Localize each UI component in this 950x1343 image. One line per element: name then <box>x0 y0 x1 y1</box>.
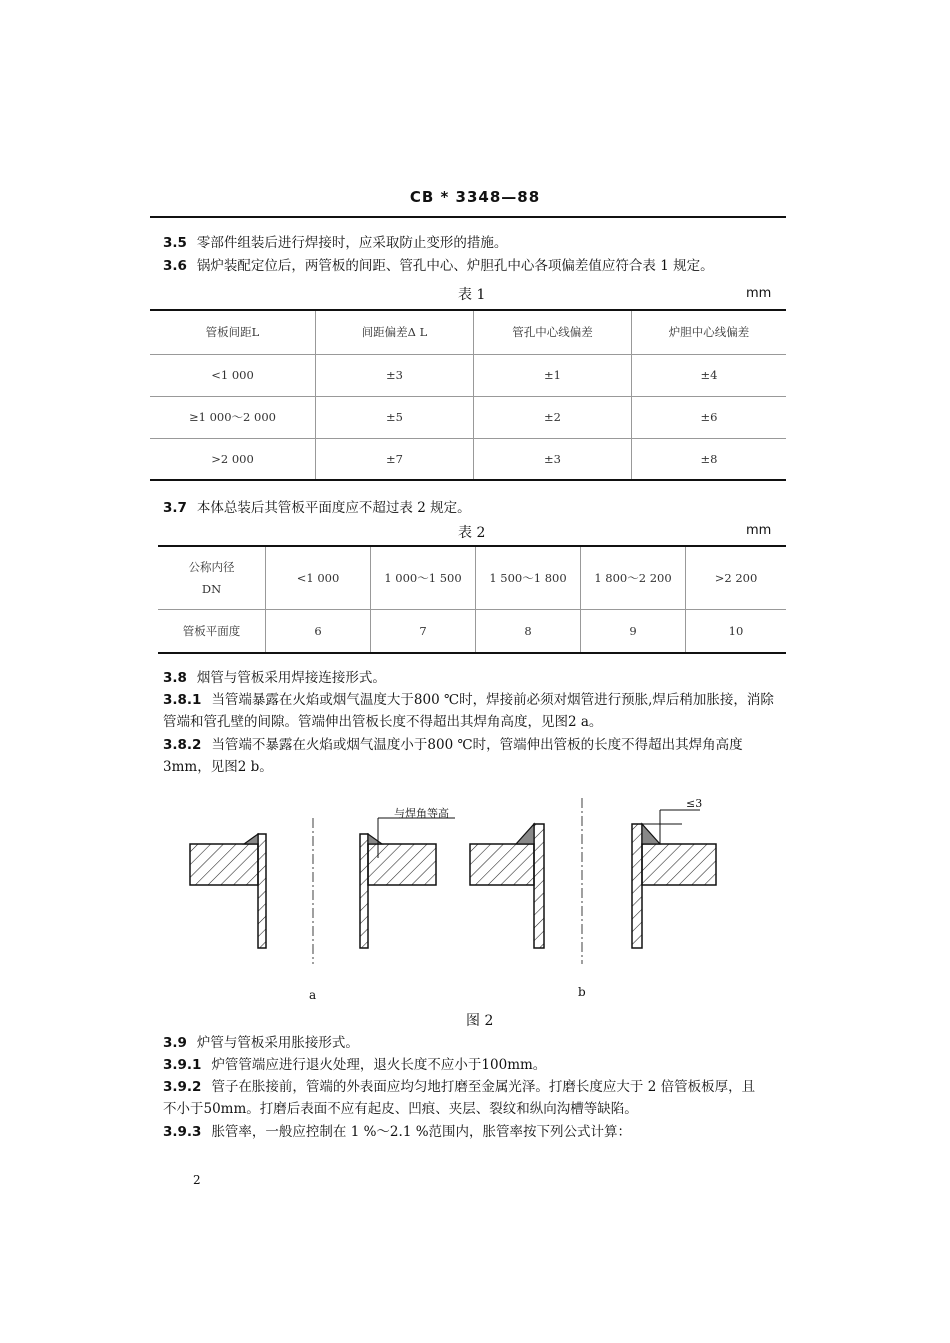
table2-label-line: 公称内径 <box>188 559 235 574</box>
figure-a-label: a <box>309 988 317 1002</box>
clause-3-7 <box>163 497 471 519</box>
table2-unit: mm <box>746 523 772 538</box>
table1-cell: ±8 <box>632 438 787 480</box>
clause-text: 锅炉装配定位后，两管板的间距、管孔中心、炉胆孔中心各项偏差值应符合表 1 规定。 <box>196 258 714 274</box>
clause-text: 烟管与管板采用焊接连接形式。 <box>196 670 386 686</box>
table1-cell: ±7 <box>316 438 474 480</box>
table1-caption: 表 1 <box>458 287 486 303</box>
table2-cell: 10 <box>686 609 787 653</box>
clause-number: 3.8.1 <box>163 692 202 708</box>
clause-3-9-1 <box>163 1054 546 1076</box>
clause-3-8-2-cont: 3mm，见图2 b。 <box>163 759 273 775</box>
table2-cell: 8 <box>476 609 581 653</box>
clause-number: 3.9 <box>163 1035 187 1051</box>
clause-number: 3.7 <box>163 500 187 516</box>
clause-text: 炉管管端应进行退火处理，退火长度不应小于100mm。 <box>211 1057 547 1073</box>
table2-cell: <1 000 <box>266 546 371 609</box>
table1-header-cell: 管孔中心线偏差 <box>474 310 632 354</box>
table1-row <box>150 438 786 480</box>
table2-cell: 6 <box>266 609 371 653</box>
clause-3-9-2 <box>163 1076 755 1098</box>
table1-cell: ±3 <box>474 438 632 480</box>
table1-cell: <1 000 <box>150 354 316 396</box>
table1-header-cell: 管板间距L <box>150 310 316 354</box>
clause-number: 3.8.2 <box>163 737 202 753</box>
table2-label-line: DN <box>201 581 222 596</box>
figure-b-label: b <box>578 985 586 999</box>
clause-3-8-2 <box>163 734 743 756</box>
table2-caption: 表 2 <box>458 525 486 541</box>
table2-cell: 1 800～2 200 <box>581 546 686 609</box>
table1-header-cell: 间距偏差Δ L <box>316 310 474 354</box>
clause-text: 零部件组装后进行焊接时，应采取防止变形的措施。 <box>196 235 508 251</box>
clause-number: 3.5 <box>163 235 187 251</box>
table2-cell: 9 <box>581 609 686 653</box>
table1-cell: ±3 <box>316 354 474 396</box>
table1-header-cell: 炉胆中心线偏差 <box>632 310 787 354</box>
table2-row-label: 管板平面度 <box>158 609 266 653</box>
table1-row <box>150 396 786 438</box>
table1-header-row <box>150 310 786 354</box>
clause-number: 3.9.1 <box>163 1057 202 1073</box>
clause-text: 管子在胀接前，管端的外表面应均匀地打磨至金属光泽。打磨长度应大于 2 倍管板板厚，且 <box>211 1079 756 1095</box>
table2-cell: >2 200 <box>686 546 787 609</box>
clause-3-9-2-cont: 不小于50mm。打磨后表面不应有起皮、凹痕、夹层、裂纹和纵向沟槽等缺陷。 <box>163 1101 638 1117</box>
figure-a-callout: 与焊角等高 <box>394 807 449 820</box>
clause-3-9-3 <box>163 1121 631 1143</box>
clause-text: 当管端不暴露在火焰或烟气温度小于800 ℃时，管端伸出管板的长度不得超出其焊角高度 <box>211 737 743 753</box>
clause-number: 3.9.2 <box>163 1079 202 1095</box>
table2-cell: 7 <box>371 609 476 653</box>
table2-flatness-row <box>158 609 786 653</box>
clause-3-6 <box>163 255 714 277</box>
clause-3-8-1-cont: 管端和管孔壁的间隙。管端伸出管板长度不得超出其焊角高度，见图2 a。 <box>163 714 603 730</box>
table2-cell: 1 500～1 800 <box>476 546 581 609</box>
table2-diameter-row <box>158 546 786 609</box>
table1-cell: ±2 <box>474 396 632 438</box>
clause-number: 3.9.3 <box>163 1124 202 1140</box>
table1-unit: mm <box>746 286 772 301</box>
table2 <box>158 545 786 654</box>
header-rule <box>150 216 786 218</box>
figure-b-drawing <box>470 798 716 964</box>
clause-text: 炉管与管板采用胀接形式。 <box>196 1035 359 1051</box>
clause-number: 3.6 <box>163 258 187 274</box>
figure-2-caption: 图 2 <box>466 1013 494 1029</box>
page-number: 2 <box>193 1173 201 1187</box>
clause-text: 本体总装后其管板平面度应不超过表 2 规定。 <box>196 500 471 516</box>
clause-3-5 <box>163 232 507 254</box>
figure-a-drawing <box>190 818 455 964</box>
clause-number: 3.8 <box>163 670 187 686</box>
clause-3-8 <box>163 667 386 689</box>
table1-cell: ±1 <box>474 354 632 396</box>
figure-b-callout: ≤3 <box>686 797 703 810</box>
table1-cell: ≥1 000～2 000 <box>150 396 316 438</box>
table1-row <box>150 354 786 396</box>
clause-text: 胀管率，一般应控制在 1 %～2.1 %范围内，胀管率按下列公式计算： <box>211 1124 632 1140</box>
table1-cell: ±6 <box>632 396 787 438</box>
table2-cell: 1 000～1 500 <box>371 546 476 609</box>
table2-row-label <box>158 546 266 609</box>
clause-text: 当管端暴露在火焰或烟气温度大于800 ℃时，焊接前必须对烟管进行预胀,焊后稍加胀接，消除 <box>211 692 774 708</box>
clause-3-9 <box>163 1032 359 1054</box>
document-code: CB * 3348—88 <box>409 188 541 206</box>
table1-cell: ±5 <box>316 396 474 438</box>
table1-cell: >2 000 <box>150 438 316 480</box>
table1 <box>150 309 786 481</box>
table1-cell: ±4 <box>632 354 787 396</box>
clause-3-8-1 <box>163 689 774 711</box>
figure-2-drawing <box>180 798 740 978</box>
